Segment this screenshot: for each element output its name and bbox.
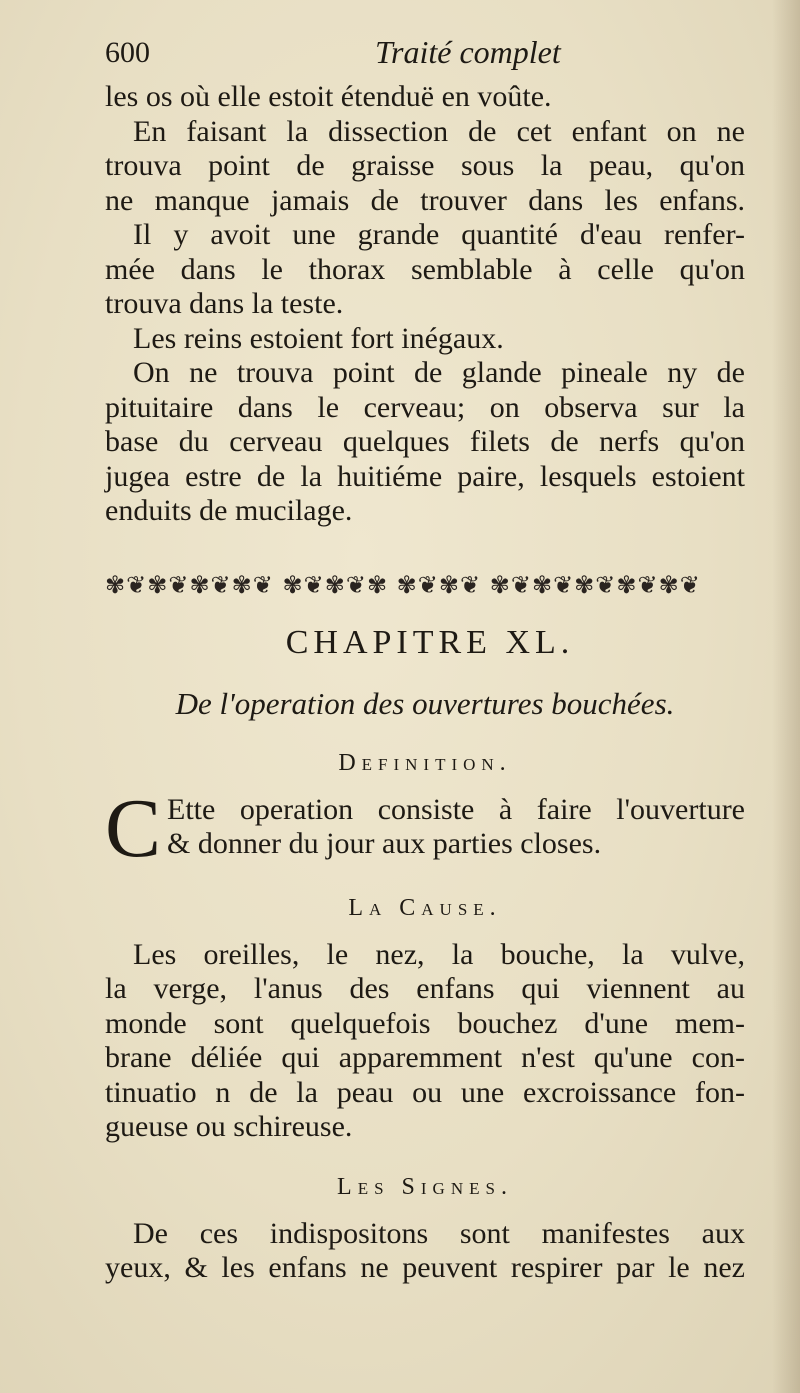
text-line: On ne trouva point de glande pineale ny de xyxy=(133,356,745,389)
running-title: Traité complet xyxy=(375,34,561,70)
text-line: jugea estre de la huitiéme paire, lesquels estoient xyxy=(105,459,745,493)
paragraph xyxy=(105,322,745,357)
ornament-band: ✾❦✾❦✾❦✾❦ ✾❦✾❦✾ ✾❦✾❦ ✾❦✾❦✾❦✾❦✾❦ xyxy=(105,570,701,599)
paragraph xyxy=(105,80,745,115)
chapter-subtitle: De l'operation des ouvertures bouchées. xyxy=(175,685,675,721)
text-line: trouva point de graisse sous la peau, qu'on xyxy=(105,149,745,182)
text-line: Les oreilles, le nez, la bouche, la vulve, xyxy=(133,937,745,971)
text-line: la verge, l'anus des enfans qui viennent au xyxy=(105,972,745,1005)
definition-heading: Definition. xyxy=(338,749,512,776)
page-edge-shadow xyxy=(772,0,800,1393)
text-line: Les reins estoient fort inégaux. xyxy=(133,321,504,355)
signs-heading: Les Signes. xyxy=(337,1173,513,1200)
text-line: pituitaire dans le cerveau; on observa sur la xyxy=(105,390,745,424)
text-line: Ette operation consiste à faire l'ouverture xyxy=(167,792,745,826)
text-line: tinuatio n de la peau ou une excroissance fon- xyxy=(105,1075,745,1109)
definition-paragraph xyxy=(105,781,745,875)
text-line: Il y avoit une grande quantité d'eau renfer- xyxy=(133,218,745,251)
text-line: gueuse ou schireuse. xyxy=(105,1110,353,1143)
text-line: base du cerveau quelques filets de nerfs qu'on xyxy=(105,425,745,458)
running-head xyxy=(105,30,745,80)
text-line: trouva dans la teste. xyxy=(105,287,344,320)
text-line: & donner du jour aux parties closes. xyxy=(167,827,602,860)
text-line: les os où elle estoit étenduë en voûte. xyxy=(105,80,552,113)
chapter-title: CHAPITRE XL. xyxy=(285,623,575,661)
cause-heading: La Cause. xyxy=(348,894,502,921)
drop-cap: C xyxy=(105,781,162,875)
page-number: 600 xyxy=(105,36,150,69)
paragraph xyxy=(105,115,745,219)
text-line: brane déliée qui apparemment n'est qu'une con- xyxy=(105,1041,745,1074)
paragraph xyxy=(105,356,745,529)
text-line: yeux, & les enfans ne peuvent respirer par le nez xyxy=(105,1251,745,1284)
definition-lines xyxy=(167,793,745,862)
intro-paragraphs xyxy=(105,80,745,529)
text-line: enduits de mucilage. xyxy=(105,494,353,527)
cause-paragraph xyxy=(105,938,745,1145)
text-line: En faisant la dissection de cet enfant on ne xyxy=(133,114,745,148)
text-line: monde sont quelquefois bouchez d'une mem- xyxy=(105,1006,745,1040)
text-line: mée dans le thorax semblable à celle qu'on xyxy=(105,252,745,286)
paragraph xyxy=(105,218,745,322)
text-block xyxy=(105,30,745,1286)
text-line: ne manque jamais de trouver dans les enfans. xyxy=(105,183,745,217)
signs-paragraph xyxy=(105,1217,745,1286)
text-line: De ces indispositons sont manifestes aux xyxy=(133,1216,745,1250)
